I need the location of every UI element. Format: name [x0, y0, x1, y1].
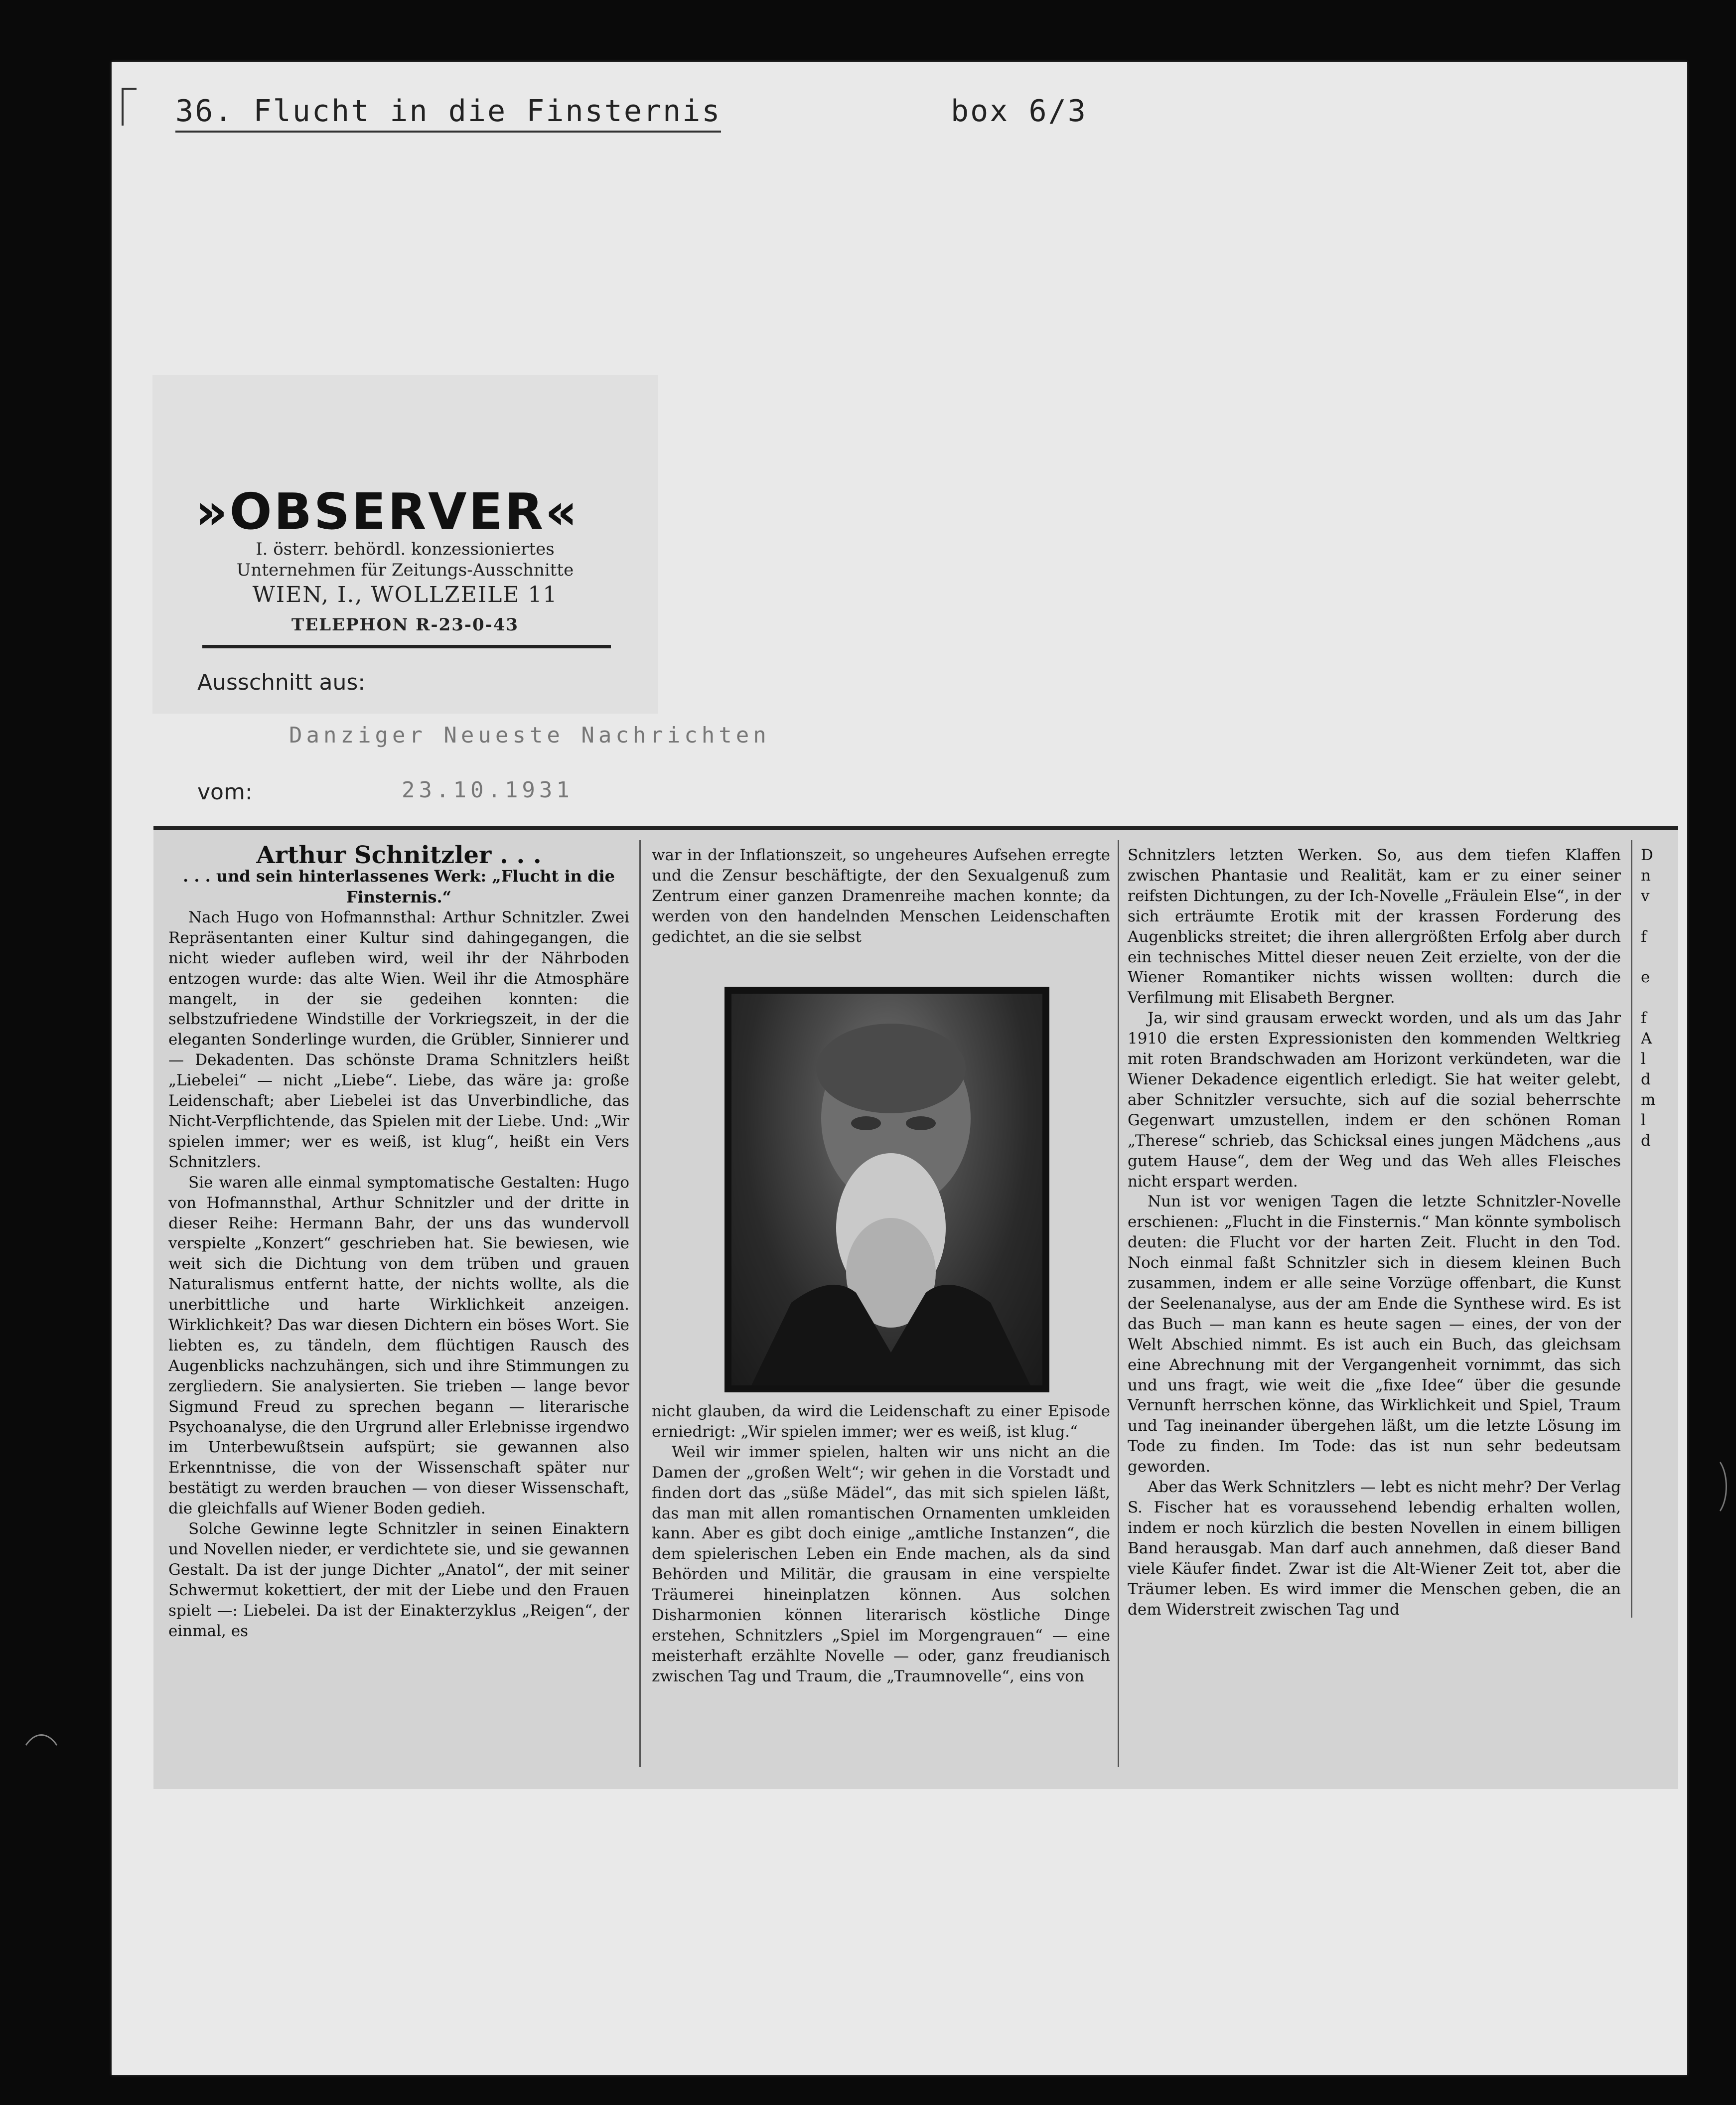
article-subhead: . . . und sein hinterlassenes Werk: „Flucht in die Finsternis.“: [183, 866, 615, 906]
archive-sheet: [112, 62, 1687, 2075]
article-paragraph: Nun ist vor wenigen Tagen die letzte Schnitzler-Novelle erschienen: „Flucht in die Finsternis.“ Man könnte symbolisch deuten: die Flucht vor der harten Zeit. Flucht in den Tod. Noch einmal faßt Schnitzler sich in diesem kleinen Buch zusammen, indem er alle seine Vorzüge offenbart, die Kunst der Seelenanalyse, aus der am Ende die Synthese wird. Es ist das Buch — man kann es heute sagen — eines, der von der Welt Abschied nimmt. Es ist auch ein Buch, das gleichsam eine Abrechnung mit der Vergangenheit vornimmt, das sich und uns fragt, wie weit die „fixe Idee“ über die gesunde Vernunft herrschen könne, das Wirklichkeit und Spiel, Traum und Tag ineinander übergehen läßt, um die letzte Lösung im Tode zu finden. Im Tode: das ist nun sehr bedeutsam geworden.: [1128, 1193, 1621, 1476]
article-column-4-fragment: D n v f e f A l d m l d: [1641, 846, 1656, 1150]
article-column-1: [168, 841, 629, 1642]
article-headline: Arthur Schnitzler . . .: [256, 841, 542, 869]
stamp-line-1: I. österr. behördl. konzessioniertes: [256, 539, 555, 559]
portrait-photo: [724, 987, 1049, 1392]
article-paragraph: Weil wir immer spielen, halten wir uns nicht an die Damen der „großen Welt“; wir gehen in die Vorstadt und finden dort das „süße Mädel“, das mit sich spielen läßt, das man mit allen romantischen Ornamenten umkleiden kann. Aber es gibt doch einige „amtliche Instanzen“, die dem spielerischen Leben ein Ende machen, als da sind Behörden und Militär, die grausam in eine verspielte Träumerei hineinplatzen können. Aus solchen Disharmonien können literarisch köstliche Dinge erstehen, Schnitzlers „Spiel im Morgengrauen“ — eine meisterhaft erzählte Novelle — oder, ganz freudianisch zwischen Tag und Traum, die „Traumnovelle“, eins von: [652, 1443, 1110, 1685]
column-rule: [1118, 840, 1119, 1767]
column-rule: [639, 840, 641, 1767]
article-paragraph: Sie waren alle einmal symptomatische Gestalten: Hugo von Hofmannsthal, Arthur Schnitzler und der dritte in dieser Reihe: Hermann Bahr, der uns das wundervoll verspielte „Konzert“ geschrieben hat. Sie bewiesen, wie weit sich die Dichtung von dem trüben und grauen Naturalismus entfernt hatte, der nichts wollte, als die unerbittliche und harte Wirklichkeit anzeigen. Wirklichkeit? Das war diesen Dichtern ein böses Wort. Sie liebten es, zu tändeln, dem flüchtigen Rausch des Augenblicks nachzuhängen, sich und ihre Stimmungen zu zergliedern. Sie analysierten. Sie trieben — lange bevor Sigmund Freud zu sprechen begann — literarische Psychoanalyse, die den Urgrund aller Erlebnisse irgendwo im Unterbewußtsein aufspürt; sie gewannen also Erkenntnisse, die von der Wissenschaft später nur bestätigt zu werden brauchen — von dieser Wissenschaft, die gleichfalls auf Wiener Boden gedieh.: [168, 1173, 629, 1518]
film-scratch: [1694, 1455, 1727, 1518]
newspaper-clipping: [153, 826, 1678, 1789]
source-value: Danziger Neueste Nachrichten: [289, 723, 770, 748]
article-paragraph: nicht glauben, da wird die Leidenschaft zu einer Episode erniedrigt: „Wir spielen immer; wer es weiß, ist klug.“: [652, 1402, 1110, 1441]
date-value: 23.10.1931: [402, 777, 574, 803]
article-paragraph: Ja, wir sind grausam erweckt worden, und als um das Jahr 1910 die ersten Expressionisten den kommenden Weltkrieg mit roten Brandschwaden am Horizont verkündeten, war die Wiener Dekadence eigentlich erledigt. Sie hat weiter gelebt, aber Schnitzler versuchte, sich auf die sozial beherrschte Gegenwart umzustellen, indem er den schönen Roman „Therese“ schrieb, das Schicksal eines jungen Mädchens „aus gutem Hause“, dem der Weg und das Weh alles Fleisches nicht erspart werden.: [1128, 1009, 1621, 1191]
box-number: box 6/3: [951, 94, 1087, 129]
source-label: Ausschnitt aus:: [197, 670, 366, 695]
article-paragraph: Solche Gewinne legte Schnitzler in seinen Einaktern und Novellen nieder, er verdichtete sie, und sie gewannen Gestalt. Da ist der junge Dichter „Anatol“, der mit seiner Schwermut kokettiert, der mit der Liebe und den Frauen spielt —: Liebelei. Da ist der Einakterzyklus „Reigen“, der einmal, es: [168, 1520, 629, 1640]
stamp-address: WIEN, I., WOLLZEILE 11: [252, 582, 558, 607]
article-column-2-top: [652, 845, 1110, 947]
folder-title: 36. Flucht in die Finsternis: [175, 94, 721, 133]
film-scratch: [15, 1734, 68, 1837]
stamp-telephone: TELEPHON R-23-0-43: [291, 615, 519, 635]
article-paragraph: war in der Inflationszeit, so ungeheures Aufsehen erregte und die Zensur beschäftigte, der den Sexualgenuß zum Zentrum einer ganzen Dramenreihe machen konnte; da werden von den handelnden Menschen Leidenschaften gedichtet, an die sie selbst: [652, 846, 1110, 946]
stamp-rule: [202, 645, 611, 648]
article-paragraph: Schnitzlers letzten Werken. So, aus dem tiefen Klaffen zwischen Phantasie und Realität, kam er zu einer seiner reifsten Dichtungen, zu der Ich-Novelle „Fräulein Else“, in der sich erträumte Erotik mit der krassen Forderung des Augenblicks streitet; die ihren allergrößten Erfolg aber durch ein technisches Mittel dieser neuen Zeit erzielte, von der die Wiener Romantiker nichts wissen wollten: durch die Verfilmung mit Elisabeth Bergner.: [1128, 846, 1621, 1007]
article-paragraph: Aber das Werk Schnitzlers — lebt es nicht mehr? Der Verlag S. Fischer hat es voraussehend lebendig erhalten wollen, indem er noch kürzlich die besten Novellen in einem billigen Band herausgab. Man darf auch annehmen, daß dieser Band viele Käufer findet. Zwar ist die Alt-Wiener Zeit tot, aber die Träumer leben. Es wird immer die Menschen geben, die an dem Widerstreit zwischen Tag und: [1128, 1478, 1621, 1619]
article-column-2-bottom: [652, 1401, 1110, 1687]
portrait-image: [731, 994, 1042, 1385]
portrait-figure: [731, 994, 1042, 1385]
column-rule: [1631, 840, 1632, 1618]
article-column-3: [1128, 845, 1621, 1620]
date-label: vom:: [197, 779, 253, 805]
article-paragraph: Nach Hugo von Hofmannsthal: Arthur Schnitzler. Zwei Repräsentanten einer Kultur sind dahingegangen, die nicht wieder aufleben wird, weil ihr der Nährboden entzogen wurde: das alte Wien. Weil ihr die Atmosphäre mangelt, in der sie gedeihen konnten: die selbstzufriedene Windstille der Vorkriegszeit, in der die eleganten Sonderlinge wurden, die Grübler, Sinnierer und — Dekadenten. Das schönste Drama Schnitzlers heißt „Liebelei“ — nicht „Liebe“. Liebe, das wäre ja: große Leidenschaft; aber Liebelei ist das Unverbindliche, das Nicht-Verpflichtende, das Spielen mit der Liebe. Und: „Wir spielen immer; wer es weiß, ist klug“, heißt ein Vers Schnitzlers.: [168, 908, 629, 1171]
corner-mark: [122, 88, 137, 126]
observer-stamp: [152, 375, 658, 714]
observer-logo: »OBSERVER«: [195, 482, 579, 541]
stamp-line-2: Unternehmen für Zeitungs-Ausschnitte: [236, 560, 574, 580]
